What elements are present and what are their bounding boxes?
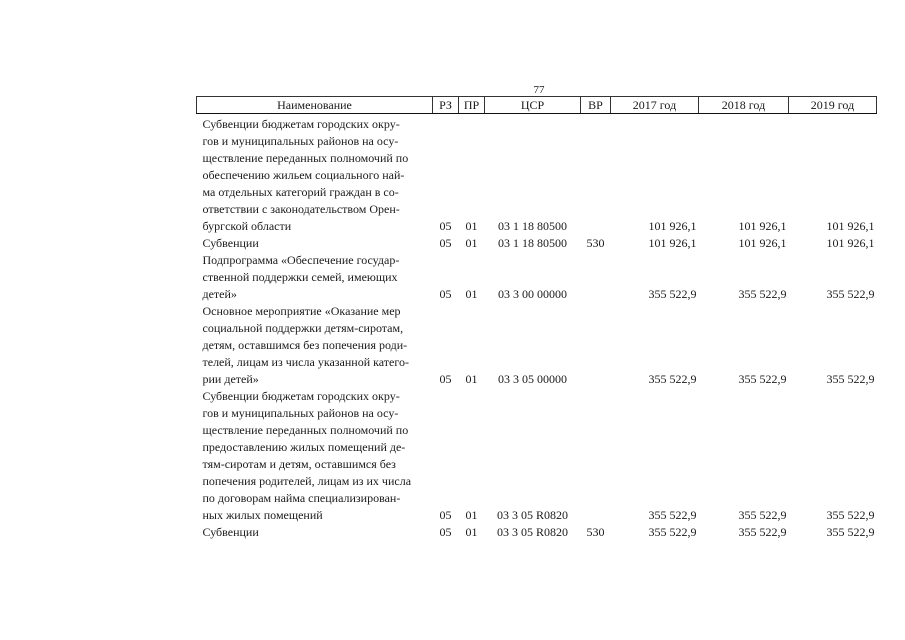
row-rz: 05 (439, 525, 452, 539)
row-2019: 355 522,9 (826, 287, 875, 301)
row-name: Подпрограмма «Обеспечение государ- ственной поддержки семей, имеющих детей» (202, 253, 400, 301)
row-pr: 01 (465, 372, 478, 386)
row-vr (581, 388, 611, 524)
header-rz: РЗ (433, 97, 459, 114)
row-2018: 355 522,9 (738, 508, 787, 522)
row-name: Субвенции (202, 525, 259, 539)
row-vr (581, 303, 611, 388)
row-csr: 03 1 18 80500 (498, 236, 567, 250)
row-2019: 355 522,9 (826, 372, 875, 386)
row-pr: 01 (465, 508, 478, 522)
row-name: Субвенции (202, 236, 259, 250)
header-vr: ВР (581, 97, 611, 114)
row-name: Субвенции бюджетам городских окру- гов и муниципальных районов на осу- ществление переданных полномочий по обеспечению жильем социального най- ма отдельных категорий граждан в со- ответствии с законодательством Орен- бургской области (202, 117, 409, 233)
header-pr: ПР (459, 97, 485, 114)
row-vr (581, 114, 611, 236)
row-rz: 05 (439, 236, 452, 250)
row-rz: 05 (439, 508, 452, 522)
table-row (197, 303, 877, 388)
row-name: Основное мероприятие «Оказание мер социальной поддержки детям-сиротам, детям, оставшимся без попечения роди- телей, лицам из числа указанной катего- рии детей» (202, 304, 409, 386)
row-vr: 530 (586, 236, 605, 250)
row-csr: 03 3 00 00000 (498, 287, 567, 301)
row-2018: 101 926,1 (738, 219, 787, 233)
row-pr: 01 (465, 525, 478, 539)
row-2017: 101 926,1 (648, 219, 697, 233)
row-csr: 03 3 05 R0820 (496, 508, 568, 522)
row-2018: 355 522,9 (738, 372, 787, 386)
row-2018: 101 926,1 (738, 236, 787, 250)
row-rz: 05 (439, 372, 452, 386)
row-2018: 355 522,9 (738, 525, 787, 539)
row-2017: 355 522,9 (648, 508, 697, 522)
row-2017: 101 926,1 (648, 236, 697, 250)
table-header-row (197, 97, 877, 114)
row-2017: 355 522,9 (648, 372, 697, 386)
table-row (197, 388, 877, 524)
row-2019: 355 522,9 (826, 525, 875, 539)
header-2018: 2018 год (699, 97, 789, 114)
row-pr: 01 (465, 287, 478, 301)
table-row (197, 114, 877, 236)
header-2019: 2019 год (789, 97, 877, 114)
row-csr: 03 3 05 R0820 (496, 525, 568, 539)
row-2017: 355 522,9 (648, 287, 697, 301)
table-row (197, 252, 877, 303)
budget-table (196, 96, 877, 541)
table-row (197, 235, 877, 252)
row-vr: 530 (586, 525, 605, 539)
row-2018: 355 522,9 (738, 287, 787, 301)
row-csr: 03 3 05 00000 (498, 372, 567, 386)
row-name: Субвенции бюджетам городских окру- гов и муниципальных районов на осу- ществление переданных полномочий по предоставлению жилых помещений де- тям-сиротам и детям, оставшимся без попечения родителей, лицам из их числа по договорам найма специализирован- ных жилых помещений (202, 389, 412, 522)
row-pr: 01 (465, 236, 478, 250)
table-row (197, 524, 877, 541)
row-rz: 05 (439, 219, 452, 233)
row-csr: 03 1 18 80500 (498, 219, 567, 233)
header-name: Наименование (197, 97, 433, 114)
row-2019: 355 522,9 (826, 508, 875, 522)
row-2017: 355 522,9 (648, 525, 697, 539)
page-number: 77 (533, 84, 545, 96)
row-vr (581, 252, 611, 303)
row-2019: 101 926,1 (826, 219, 875, 233)
row-2019: 101 926,1 (826, 236, 875, 250)
header-csr: ЦСР (485, 97, 581, 114)
row-pr: 01 (465, 219, 478, 233)
row-rz: 05 (439, 287, 452, 301)
header-2017: 2017 год (611, 97, 699, 114)
